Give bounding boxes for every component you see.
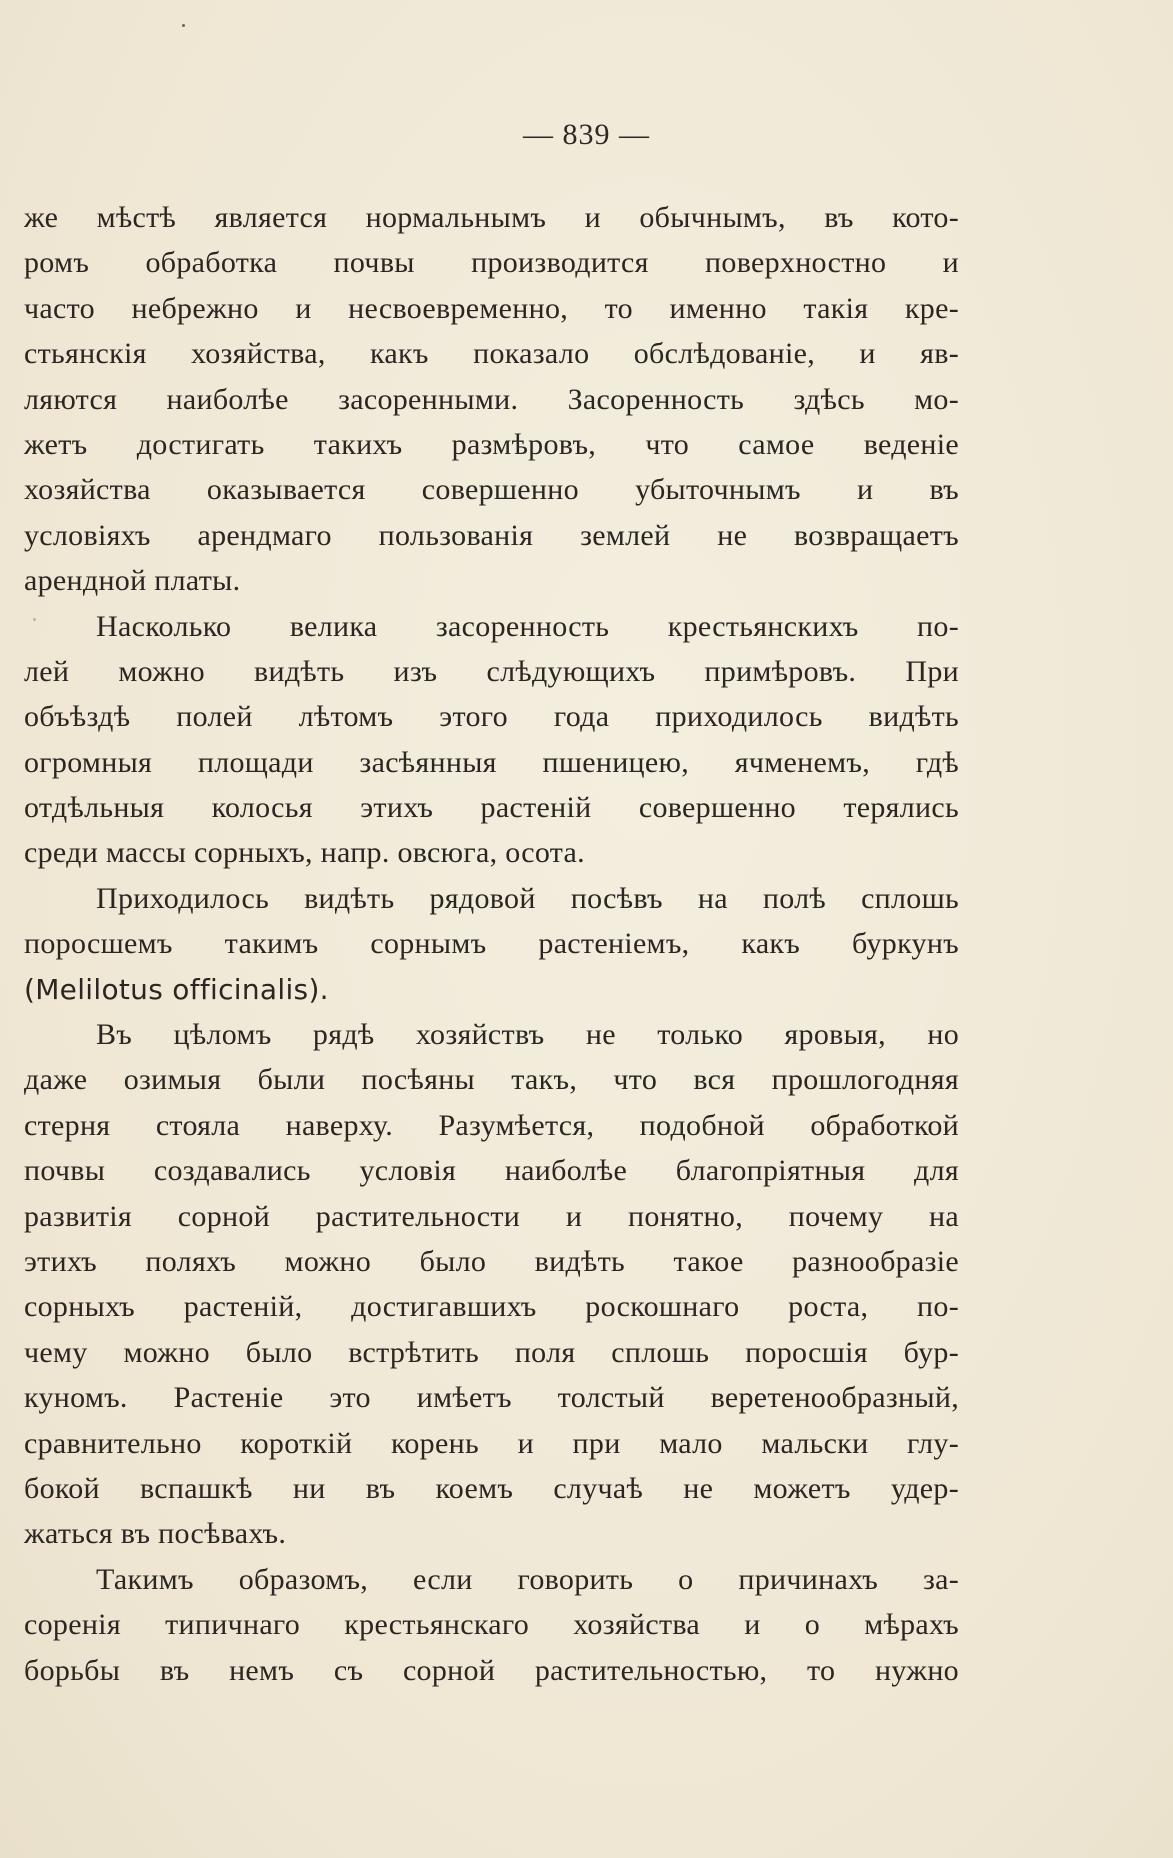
page-number: — 839 — [523, 118, 650, 151]
text-line: куномъ. Растеніе это имѣетъ толстый веретенообразный, [24, 1381, 959, 1415]
text-line: жаться въ посѣвахъ. [24, 1517, 287, 1551]
text-line: часто небрежно и несвоевременно, то именно такія кре- [24, 291, 959, 325]
text-line: почвы создавались условія наиболѣе благопріятныя для [24, 1154, 959, 1188]
text-line: стьянскія хозяйства, какъ показало обслѣдованіе, и яв- [24, 337, 959, 371]
text-line: среди массы сорныхъ, напр. овсюга, осота. [24, 836, 585, 870]
text-line: условіяхъ арендмаго пользованія землей не возвращаетъ [24, 518, 959, 552]
text-line: же мѣстѣ является нормальнымъ и обычнымъ, въ кото- [24, 201, 959, 234]
text-line: стерня стояла наверху. Разумѣется, подобной обработкой [24, 1108, 959, 1142]
text-line: отдѣльныя колосья этихъ растеній совершенно терялись [24, 791, 959, 825]
text-line: объѣздѣ полей лѣтомъ этого года приходилось видѣть [24, 700, 959, 734]
text-line: лей можно видѣть изъ слѣдующихъ примѣровъ. При [24, 654, 959, 688]
text-line: борьбы въ немъ съ сорной растительностью, то нужно [24, 1653, 959, 1687]
text-line: Такимъ образомъ, если говорить о причинахъ за- [96, 1562, 959, 1596]
body-text [24, 195, 959, 1693]
text-line: ромъ обработка почвы производится поверхностно и [24, 246, 959, 280]
ink-speck [182, 24, 185, 27]
text-line: Въ цѣломъ рядѣ хозяйствъ не только яровыя, но [96, 1018, 959, 1052]
text-line: (Melilotus officinalis). [24, 972, 329, 1006]
text-line: хозяйства оказывается совершенно убыточнымъ и въ [24, 473, 959, 507]
text-line: ляются наиболѣе засоренными. Засоренность здѣсь мо- [24, 382, 959, 416]
text-line: сравнительно короткій корень и при мало мальски глу- [24, 1426, 959, 1460]
text-line: Насколько велика засоренность крестьянскихъ по- [96, 609, 959, 643]
text-line: поросшемъ такимъ сорнымъ растеніемъ, какъ буркунъ [24, 927, 959, 961]
text-line: даже озимыя были посѣяны такъ, что вся прошлогодняя [24, 1063, 959, 1097]
text-line: сорныхъ растеній, достигавшихъ роскошнаго роста, по- [24, 1290, 959, 1324]
text-line: бокой вспашкѣ ни въ коемъ случаѣ не можетъ удер- [24, 1471, 959, 1505]
text-line: чему можно было встрѣтить поля сплошь поросшія бур- [24, 1335, 959, 1369]
text-line: арендной платы. [24, 564, 241, 598]
text-line: соренія типичнаго крестьянскаго хозяйства и о мѣрахъ [24, 1608, 959, 1642]
text-line: этихъ поляхъ можно было видѣть такое разнообразіе [24, 1244, 959, 1278]
text-line: жетъ достигать такихъ размѣровъ, что самое веденіе [24, 427, 959, 461]
text-line: Приходилось видѣть рядовой посѣвъ на полѣ сплошь [96, 881, 959, 915]
text-line: развитія сорной растительности и понятно, почему на [24, 1199, 959, 1233]
text-line: огромныя площади засѣянныя пшеницею, ячменемъ, гдѣ [24, 745, 959, 779]
